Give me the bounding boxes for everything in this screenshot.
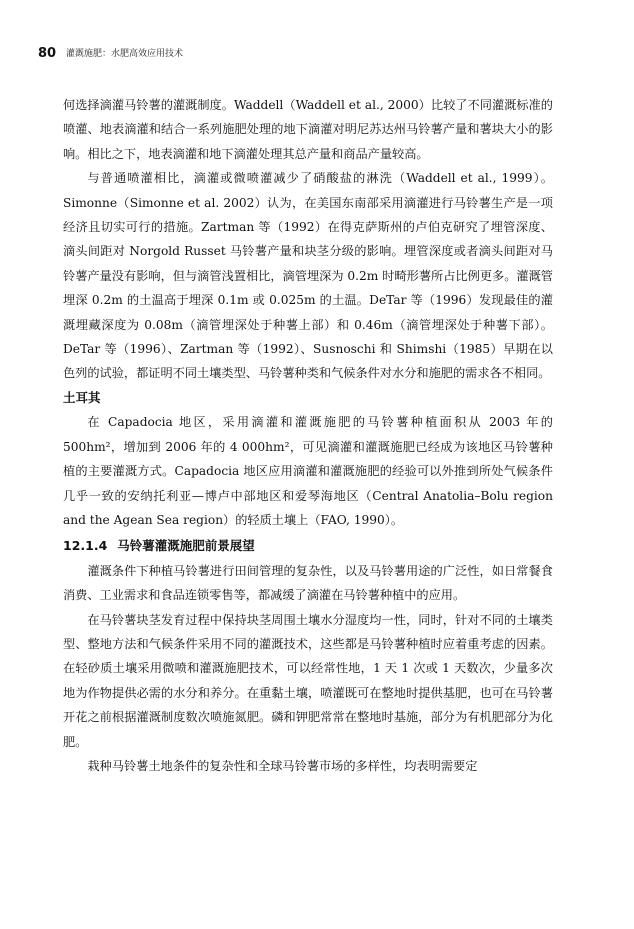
paragraph-waddell: 何选择滴灌马铃薯的灌溉制度。Waddell（Waddell et al., 2000）比较了不同灌溉标准的喷灌、地表滴灌和结合一系列施肥处理的地下滴灌对明尼苏达州马铃薯产量和薯块大小的影响。相比之下，地表滴灌和地下滴灌处理其总产量和商品产量较高。	[63, 98, 553, 161]
page-number: 80	[38, 46, 57, 61]
paragraph-global-market: 栽种马铃薯土地条件的复杂性和全球马铃薯市场的多样性，均表明需要定	[87, 758, 478, 773]
page-header	[38, 46, 598, 70]
paragraph-capadocia: 在 Capadocia 地区，采用滴灌和灌溉施肥的马铃薯种植面积从 2003 年的 500hm²，增加到 2006 年的 4 000hm²，可见滴灌和灌溉施肥已经成为该地区马铃薯种植的主要灌溉方式。Capadocia 地区应用滴灌和灌溉施肥的经验可以外推到所处气候条件几乎一致的安纳托利亚—博卢中部地区和爱琴海地区（Central Anatolia–Bolu region and the Agean Sea region）的轻质土壤上（FAO, 1990）。	[63, 415, 553, 527]
paragraph-soil-moisture: 在马铃薯块茎发育过程中保持块茎周围土壤水分湿度均一性，同时，针对不同的土壤类型、整地方法和气候条件采用不同的灌溉技术，这些都是马铃薯种植时应着重考虑的因素。在轻砂质土壤采用微喷和灌溉施肥技术，可以经常性地，1 天 1 次或 1 天数次，少量多次地为作物提供必需的水分和养分。在重黏土壤，喷灌既可在整地时提供基肥，也可在马铃薯开花之前根据灌溉制度数次喷施氮肥。磷和钾肥常常在整地时基施，部分为有机肥部分为化肥。	[63, 612, 553, 749]
section-title: 马铃薯灌溉施肥前景展望	[117, 538, 255, 554]
running-title: 灌溉施肥：水肥高效应用技术	[66, 49, 184, 59]
page-body	[63, 93, 553, 778]
heading-turkey: 土耳其	[63, 389, 101, 405]
section-number: 12.1.4	[63, 538, 108, 554]
paragraph-complexity: 灌溉条件下种植马铃薯进行田间管理的复杂性，以及马铃薯用途的广泛性，如日常餐食消费、工业需求和食品连锁零售等，都减缓了滴灌在马铃薯种植中的应用。	[63, 563, 553, 603]
section-heading	[63, 534, 553, 558]
paragraph-drip-vs-sprinkler: 与普通喷灌相比，滴灌或微喷灌减少了硝酸盐的淋洗（Waddell et al., 1999）。Simonne（Simonne et al. 2002）认为，在美国东南部采用滴灌进行马铃薯生产是一项经济且切实可行的措施。Zartman 等（1992）在得克萨斯州的卢伯克研究了埋管深度、滴头间距对 Norgold Russet 马铃薯产量和块茎分级的影响。埋管深度或者滴头间距对马铃薯产量没有影响，但与滴管浅置相比，滴管埋深为 0.2m 时畸形薯所占比例更多。灌溉管埋深 0.2m 的土温高于埋深 0.1m 或 0.025m 的土温。DeTar 等（1996）发现最佳的灌溉埋藏深度为 0.08m（滴管埋深处于种薯上部）和 0.46m（滴管埋深处于种薯下部）。DeTar 等（1996）、Zartman 等（1992）、Susnoschi 和 Shimshi（1985）早期在以色列的试验，都证明不同土壤类型、马铃薯种类和气候条件对水分和施肥的需求各不相同。	[63, 171, 553, 381]
